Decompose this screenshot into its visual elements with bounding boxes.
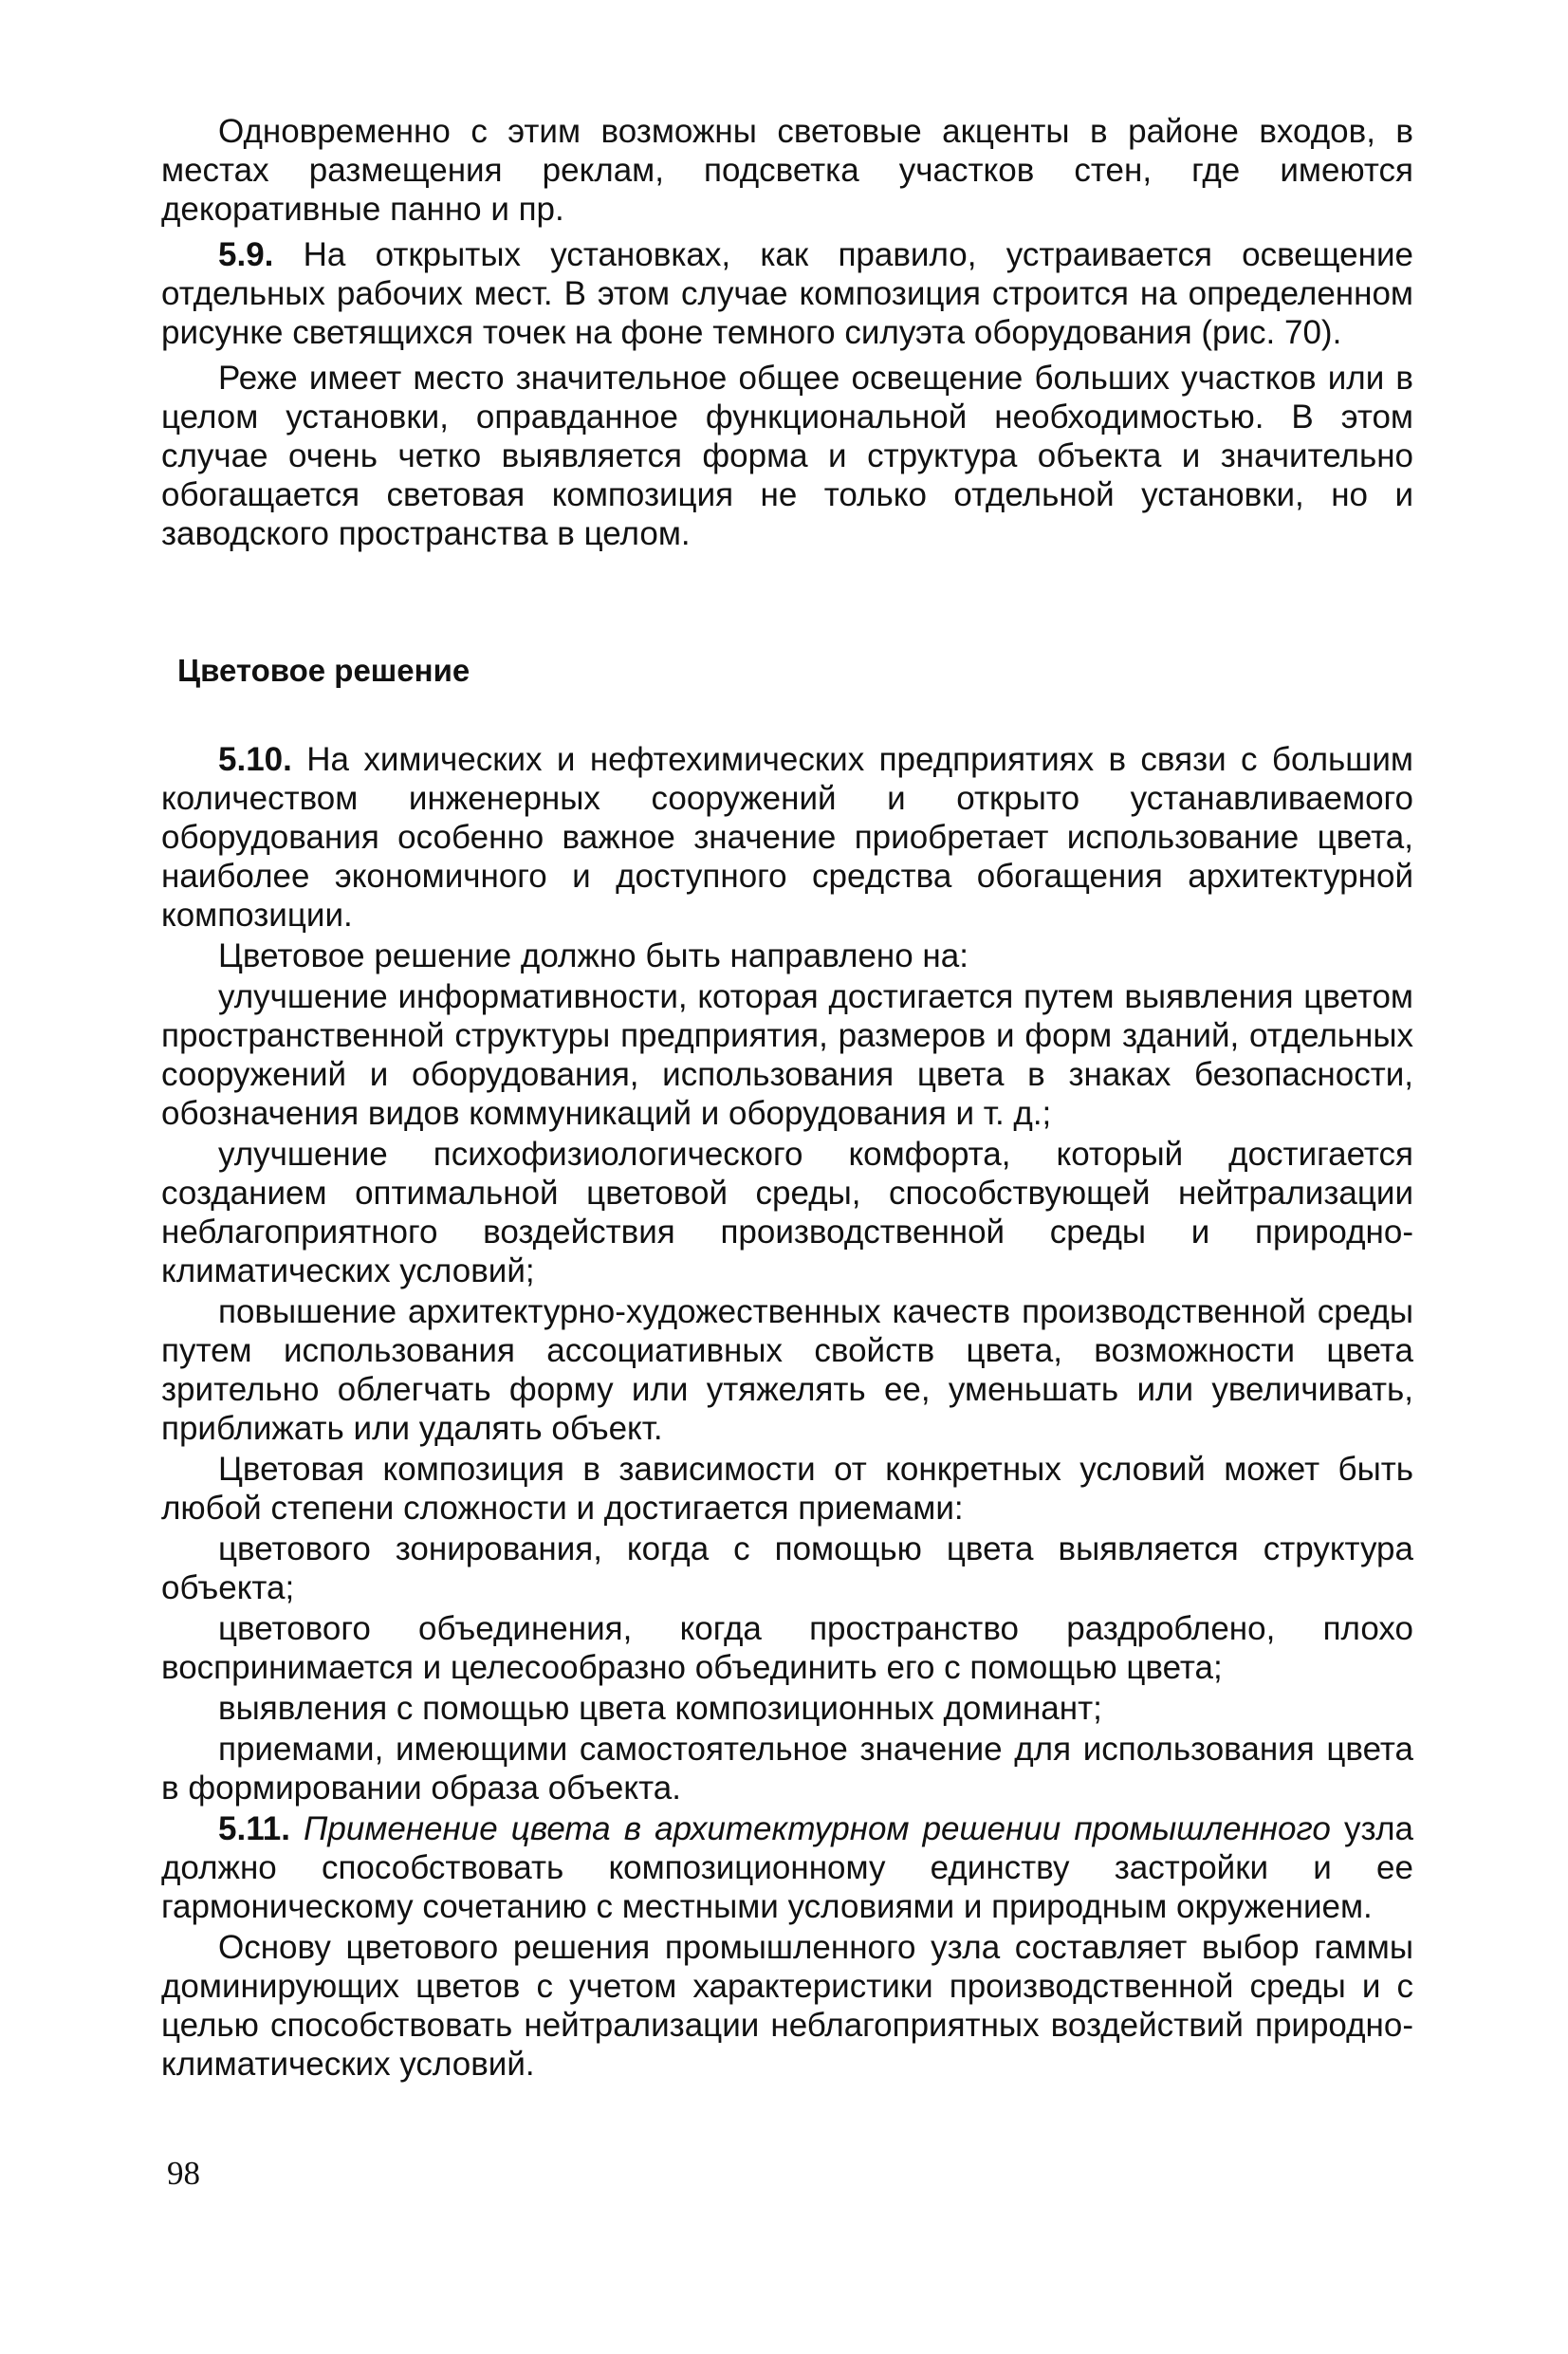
list-item-zoning: цветового зонирования, когда с помощью цвета выявляется структура объекта; xyxy=(161,1530,1413,1606)
page-number: 98 xyxy=(167,2155,200,2192)
list-item-artistic-quality: повышение архитектурно-художественных качеств производственной среды путем использования ассоциативных свойств цвета, возможности цвета зрительно облегчать форму или утяжелять ее, уменьшать или увеличивать, приближать или удалять объект. xyxy=(161,1293,1413,1447)
paragraph-intro: Цветовое решение должно быть направлено на: xyxy=(218,937,968,974)
list-item-unification: цветового объединения, когда пространство раздроблено, плохо воспринимается и целесообразно объединить его с помощью цвета; xyxy=(161,1610,1413,1686)
paragraph-lighting-accents: Одновременно с этим возможны световые акценты в районе входов, в местах размещения реклам, подсветка участков стен, где имеются декоративные панно и пр. xyxy=(161,113,1413,228)
paragraph-5-10-text: На химических и нефтехимических предприятиях в связи с большим количеством инженерных сооружений и открыто устанавливаемого оборудования особенно важное значение приобретает использование цвета, наиболее экономичного и доступного средства обогащения архитектурной композиции. xyxy=(161,741,1413,934)
paragraph-5-11-text: узла должно способствовать композиционному единству застройки и ее гармоническому сочетанию с местными условиями и природным окружением. xyxy=(161,1810,1413,1925)
paragraph-color-composition: Цветовая композиция в зависимости от конкретных условий может быть любой степени сложности и достигается приемами: xyxy=(161,1451,1413,1527)
top-section xyxy=(161,112,1413,553)
paragraph-general-lighting: Реже имеет место значительное общее освещение больших участков или в целом установки, оправданное функциональной необходимостью. В этом случае очень четко выявляется форма и структура объекта и значительно обогащается световая композиция не только отдельной установки, но и заводского пространства в целом. xyxy=(161,360,1413,552)
section-number-5-9: 5.9. xyxy=(218,236,274,273)
list-item-informativeness: улучшение информативности, которая достигается путем выявления цветом пространственной структуры предприятия, размеров и форм зданий, отдельных сооружений и оборудования, использования цвета в знаках безопасности, обозначения видов коммуникаций и оборудования и т. д.; xyxy=(161,978,1413,1132)
paragraph-5-9 xyxy=(161,235,1413,352)
section-heading: Цветовое решение xyxy=(177,653,470,688)
section-number-5-11: 5.11. xyxy=(218,1810,290,1847)
paragraph-dominant-colors: Основу цветового решения промышленного узла составляет выбор гаммы доминирующих цветов с учетом характеристики производственной среды и с целью способствовать нейтрализации неблагоприятных воздействий природно-климатических условий. xyxy=(161,1929,1413,2083)
section-number-5-10: 5.10. xyxy=(218,741,292,778)
paragraph-5-9-text: На открытых установках, как правило, устраивается освещение отдельных рабочих мест. В этом случае композиция строится на определенном рисунке светящихся точек на фоне темного силуэта оборудования (рис. 70). xyxy=(161,236,1413,351)
main-section xyxy=(161,740,1413,2084)
list-item-comfort: улучшение психофизиологического комфорта, который достигается созданием оптимальной цветовой среды, способствующей нейтрализации неблагоприятного воздействия производственной среды и природно-климатических условий; xyxy=(161,1136,1413,1289)
paragraph-5-10 xyxy=(161,740,1413,935)
list-item-dominants: выявления с помощью цвета композиционных доминант; xyxy=(218,1690,1102,1727)
paragraph-5-11 xyxy=(161,1809,1413,1926)
list-item-image: приемами, имеющими самостоятельное значение для использования цвета в формировании образа объекта. xyxy=(161,1731,1413,1807)
paragraph-5-11-italic: Применение цвета в архитектурном решении промышленного xyxy=(289,1810,1331,1847)
